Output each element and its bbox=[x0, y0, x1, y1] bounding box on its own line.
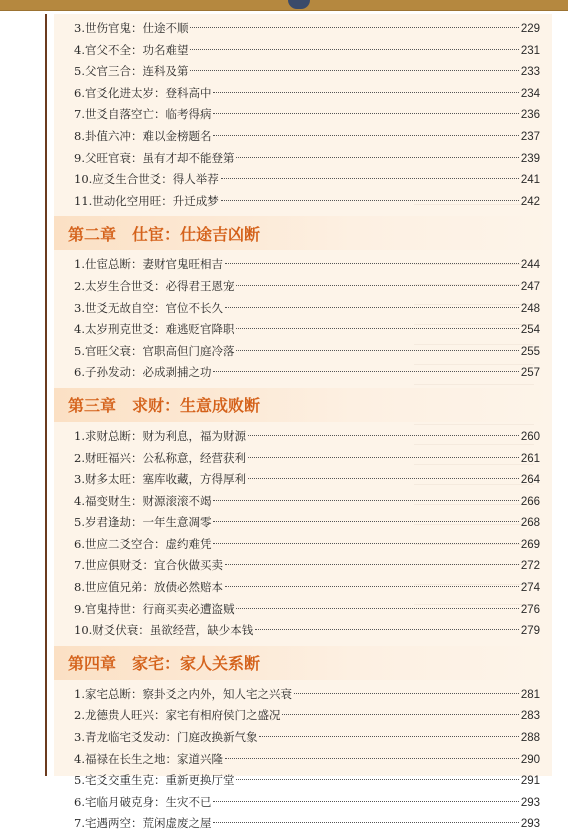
toc-entry-page: 281 bbox=[520, 688, 540, 701]
toc-entry-label: 6.世应二爻空合：虚约难凭 bbox=[74, 536, 212, 551]
dot-leader bbox=[248, 435, 519, 436]
toc-entry[interactable] bbox=[54, 148, 552, 170]
toc-entry-label: 3.世爻无故自空：官位不长久 bbox=[74, 300, 223, 315]
toc-entry-page: 269 bbox=[520, 538, 540, 551]
dot-leader bbox=[225, 564, 519, 565]
toc-entry[interactable] bbox=[54, 254, 552, 276]
toc-entry-page: 237 bbox=[520, 130, 540, 143]
toc-entry-page: 241 bbox=[520, 174, 540, 187]
toc-entry[interactable] bbox=[54, 792, 552, 814]
toc-entry[interactable] bbox=[54, 555, 552, 577]
toc-entry-page: 264 bbox=[520, 474, 540, 487]
toc-entry-label: 5.宅爻交重生克：重新更换厅堂 bbox=[74, 773, 235, 788]
dot-leader bbox=[213, 113, 518, 114]
dot-leader bbox=[236, 285, 518, 286]
toc-entry-label: 4.福变财生：财源滚滚不竭 bbox=[74, 493, 212, 508]
toc-entry-label: 1.求财总断：财为利息，福为财源 bbox=[74, 428, 246, 443]
toc-entry[interactable] bbox=[54, 83, 552, 105]
dot-leader bbox=[259, 736, 518, 737]
toc-entry-page: 288 bbox=[520, 732, 540, 745]
toc-entry-page: 242 bbox=[520, 195, 540, 208]
dot-leader bbox=[248, 478, 519, 479]
toc-entry[interactable] bbox=[54, 512, 552, 534]
toc-entry-page: 293 bbox=[520, 796, 540, 809]
dot-leader bbox=[225, 586, 519, 587]
toc-entry-label: 10.应爻生合世爻：得人举荐 bbox=[74, 172, 219, 187]
toc-entry-label: 4.官父不全：功名难望 bbox=[74, 42, 189, 57]
dot-leader bbox=[236, 328, 518, 329]
dot-leader bbox=[213, 135, 518, 136]
toc-entry-label: 2.龙德贵人旺兴：家宅有相府侯门之盛况 bbox=[74, 708, 281, 723]
toc-entry-page: 279 bbox=[520, 625, 540, 638]
toc-entry-page: 268 bbox=[520, 517, 540, 530]
dot-leader bbox=[213, 801, 518, 802]
chapter-heading bbox=[54, 646, 552, 680]
dot-leader bbox=[236, 157, 518, 158]
toc-entry-label: 11.世动化空用旺：升迁成梦 bbox=[74, 193, 219, 208]
top-border bbox=[0, 0, 568, 11]
toc-entry-label: 5.父官三合：连科及第 bbox=[74, 64, 189, 79]
toc-entry[interactable] bbox=[54, 18, 552, 40]
toc-entry-page: 244 bbox=[520, 259, 540, 272]
toc-entry-label: 5.岁君逢劫：一年生意凋零 bbox=[74, 515, 212, 530]
dot-leader bbox=[213, 500, 518, 501]
chapter-number: 第四章 bbox=[68, 654, 117, 674]
chapter-title: 仕宦：仕途吉凶断 bbox=[132, 224, 261, 244]
toc-entry-label: 6.官爻化进太岁：登科高中 bbox=[74, 85, 212, 100]
toc-entry-page: 290 bbox=[520, 753, 540, 766]
dot-leader bbox=[225, 758, 519, 759]
toc-entry-label: 6.宅临月破克身：生灾不已 bbox=[74, 794, 212, 809]
dot-leader bbox=[282, 714, 518, 715]
toc-entry-label: 3.世伤官鬼：仕途不顺 bbox=[74, 21, 189, 35]
toc-entry[interactable] bbox=[54, 469, 552, 491]
toc-entry-page: 257 bbox=[520, 367, 540, 380]
chapter-number: 第二章 bbox=[68, 224, 117, 244]
toc-entry[interactable] bbox=[54, 684, 552, 706]
toc-entry-label: 8.世应值兄弟：放债必然赔本 bbox=[74, 580, 223, 595]
toc-entry[interactable] bbox=[54, 341, 552, 363]
toc-entry[interactable] bbox=[54, 599, 552, 621]
toc-entry-page: 247 bbox=[520, 280, 540, 293]
chapter-number: 第三章 bbox=[68, 396, 117, 416]
toc-entry-page: 229 bbox=[520, 23, 540, 35]
toc-entry[interactable] bbox=[54, 126, 552, 148]
toc-entry-page: 261 bbox=[520, 452, 540, 465]
dot-leader bbox=[213, 371, 518, 372]
toc-entry-page: 260 bbox=[520, 430, 540, 443]
toc-entry-label: 5.官旺父衰：官职高但门庭冷落 bbox=[74, 343, 235, 358]
dot-leader bbox=[221, 200, 519, 201]
toc-entry-page: 233 bbox=[520, 66, 540, 79]
toc-entry[interactable] bbox=[54, 448, 552, 470]
toc-entry-page: 291 bbox=[520, 775, 540, 788]
dot-leader bbox=[213, 92, 518, 93]
toc-entry-page: 274 bbox=[520, 582, 540, 595]
dot-leader bbox=[221, 178, 519, 179]
toc-entry[interactable] bbox=[54, 727, 552, 749]
toc-entry-page: 234 bbox=[520, 87, 540, 100]
dot-leader bbox=[236, 779, 518, 780]
toc-entry[interactable] bbox=[54, 577, 552, 599]
dot-leader bbox=[213, 822, 518, 823]
dot-leader bbox=[190, 70, 518, 71]
chapter-heading bbox=[54, 388, 552, 422]
dot-leader bbox=[213, 543, 518, 544]
toc-entry-page: 231 bbox=[520, 44, 540, 57]
toc-entry[interactable] bbox=[54, 813, 552, 835]
dot-leader bbox=[190, 27, 518, 28]
dot-leader bbox=[255, 629, 519, 630]
toc-entry[interactable] bbox=[54, 491, 552, 513]
toc-entry-label: 1.仕宦总断：妻财官鬼旺相吉 bbox=[74, 257, 223, 272]
toc-entry-label: 10.财爻伏衰：虽欲经营，缺少本钱 bbox=[74, 623, 254, 638]
toc-entry-page: 276 bbox=[520, 603, 540, 616]
dot-leader bbox=[225, 263, 519, 264]
toc-entry-page: 236 bbox=[520, 109, 540, 122]
toc-entry[interactable] bbox=[54, 426, 552, 448]
chapter-heading bbox=[54, 216, 552, 250]
toc-entry-label: 3.财多太旺：塞库收藏，方得厚利 bbox=[74, 472, 246, 487]
toc-entry-page: 254 bbox=[520, 324, 540, 337]
chapter-title: 求财：生意成败断 bbox=[132, 396, 261, 416]
toc-entry-page: 293 bbox=[520, 818, 540, 831]
dot-leader bbox=[236, 608, 518, 609]
toc-entry-label: 9.父旺官衰：虽有才却不能登第 bbox=[74, 150, 235, 165]
toc-entry-label: 2.财旺福兴：公私称意，经营获利 bbox=[74, 450, 246, 465]
toc-entry-label: 8.卦值六冲：难以金榜题名 bbox=[74, 128, 212, 143]
toc-entry[interactable] bbox=[54, 319, 552, 341]
dot-leader bbox=[294, 693, 519, 694]
toc-entry-label: 1.家宅总断：察卦爻之内外，知人宅之兴衰 bbox=[74, 686, 292, 701]
toc-entry[interactable] bbox=[54, 620, 552, 642]
toc-entry-label: 2.太岁生合世爻：必得君王恩宠 bbox=[74, 278, 235, 293]
dot-leader bbox=[236, 350, 518, 351]
toc-entry-label: 6.子孙发动：必成剥捕之功 bbox=[74, 365, 212, 380]
toc-entry-label: 7.世应俱财爻：宜合伙做买卖 bbox=[74, 558, 223, 573]
toc-entry[interactable] bbox=[54, 104, 552, 126]
toc-entry-page: 239 bbox=[520, 152, 540, 165]
toc-entry-page: 255 bbox=[520, 345, 540, 358]
toc-entry-label: 7.宅遇两空：荒闲虚废之屋 bbox=[74, 816, 212, 831]
toc-entry[interactable] bbox=[54, 61, 552, 83]
toc-entry-page: 266 bbox=[520, 495, 540, 508]
toc-entry[interactable] bbox=[54, 534, 552, 556]
toc-entry-label: 4.太岁刑克世爻：难逃贬官降职 bbox=[74, 322, 235, 337]
toc-entry[interactable] bbox=[54, 770, 552, 792]
toc-entry-label: 4.福禄在长生之地：家道兴隆 bbox=[74, 751, 223, 766]
toc-entry[interactable] bbox=[54, 191, 552, 213]
toc-entry[interactable] bbox=[54, 705, 552, 727]
toc-entry[interactable] bbox=[54, 169, 552, 191]
toc-entry-label: 7.世爻自落空亡：临考得病 bbox=[74, 107, 212, 122]
table-of-contents bbox=[54, 18, 552, 835]
toc-entry-label: 3.青龙临宅爻发动：门庭改换新气象 bbox=[74, 730, 258, 745]
toc-entry-label: 9.官鬼持世：行商买卖必遭盗贼 bbox=[74, 601, 235, 616]
toc-entry-page: 283 bbox=[520, 710, 540, 723]
toc-entry[interactable] bbox=[54, 276, 552, 298]
dot-leader bbox=[248, 457, 519, 458]
dot-leader bbox=[213, 521, 518, 522]
toc-entry[interactable] bbox=[54, 40, 552, 62]
dot-leader bbox=[190, 49, 518, 50]
dot-leader bbox=[225, 307, 519, 308]
toc-entry[interactable] bbox=[54, 362, 552, 384]
toc-entry[interactable] bbox=[54, 298, 552, 320]
toc-entry-page: 272 bbox=[520, 560, 540, 573]
left-margin-rule bbox=[45, 14, 47, 776]
toc-entry[interactable] bbox=[54, 749, 552, 771]
toc-entry-page: 248 bbox=[520, 302, 540, 315]
chapter-title: 家宅：家人关系断 bbox=[132, 654, 261, 674]
